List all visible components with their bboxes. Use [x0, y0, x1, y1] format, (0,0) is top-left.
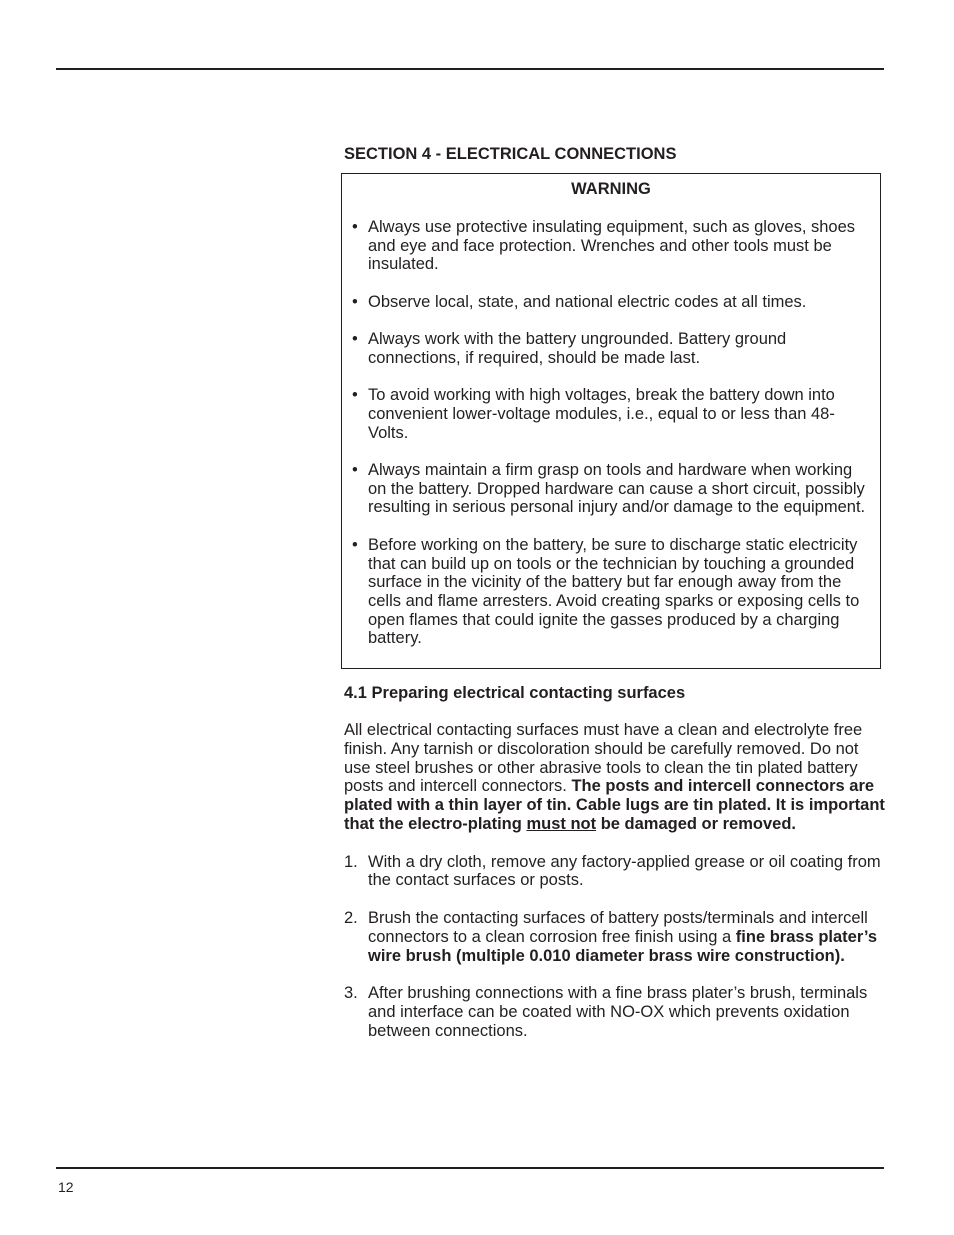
warning-box	[341, 173, 881, 669]
warning-item-text: Always maintain a firm grasp on tools and hardware when working on the battery. Dropped hardware can cause a short circuit, possibly resulting in serious personal injury and/or damage to the equipment.	[368, 461, 866, 517]
warning-title: WARNING	[571, 180, 651, 198]
step-number: 3.	[344, 984, 358, 1003]
warning-item-text: Observe local, state, and national electric codes at all times.	[368, 292, 807, 311]
header-rule	[56, 68, 884, 70]
step-item	[344, 853, 885, 891]
warning-item	[352, 386, 870, 442]
footer-rule	[56, 1167, 884, 1169]
step-bold-text: fine brass plater’s wire brush (multiple 0.010 diameter brass wire construction).	[368, 927, 878, 965]
warning-item	[352, 536, 870, 648]
bullet-icon: •	[352, 386, 358, 405]
step-text: After brushing connections with a fine brass plater’s brush, terminals and interface can be coated with NO-OX which prevents oxidation between connections.	[368, 984, 868, 1040]
subsection-heading: 4.1 Preparing electrical contacting surfaces	[344, 684, 686, 703]
warning-item	[352, 293, 870, 312]
warning-list	[352, 218, 870, 648]
step-number: 2.	[344, 909, 358, 928]
page-number: 12	[58, 1179, 74, 1195]
step-text: With a dry cloth, remove any factory-applied grease or oil coating from the contact surfaces or posts.	[368, 852, 881, 890]
intro-bold-text-end: be damaged or removed.	[596, 815, 797, 834]
warning-item-text: Always use protective insulating equipment, such as gloves, shoes and eye and face protection. Wrenches and other tools must be insulated.	[368, 218, 856, 274]
warning-item-text: Before working on the battery, be sure to discharge static electricity that can build up on tools or the technician by touching a grounded surface in the vicinity of the battery but far enough away from the cells and flame arresters. Avoid creating sparks or exposing cells to open flames that could ignite the gasses produced by a charging battery.	[368, 535, 860, 648]
intro-underlined-text: must not	[526, 815, 597, 834]
step-number: 1.	[344, 852, 358, 871]
steps-list	[344, 853, 885, 1041]
warning-item-text: To avoid working with high voltages, break the battery down into convenient lower-voltage modules, i.e., equal to or less than 48-Volts.	[368, 386, 835, 442]
main-content	[344, 145, 885, 1041]
intro-paragraph	[344, 721, 885, 834]
warning-item	[352, 461, 870, 517]
section-title: SECTION 4 - ELECTRICAL CONNECTIONS	[344, 145, 677, 163]
intro-bold-text: The posts and intercell connectors are plated with a thin layer of tin. Cable lugs are tin plated. It is important that the electro-plating	[344, 777, 885, 834]
bullet-icon: •	[352, 330, 358, 349]
bullet-icon: •	[352, 292, 358, 311]
step-text: Brush the contacting surfaces of battery posts/terminals and intercell connectors to a clean corrosion free finish using a	[368, 909, 868, 946]
warning-item	[352, 218, 870, 274]
warning-item	[352, 330, 870, 367]
bullet-icon: •	[352, 535, 358, 554]
bullet-icon: •	[352, 461, 358, 480]
step-item	[344, 984, 885, 1040]
step-item	[344, 909, 885, 965]
intro-plain-text: All electrical contacting surfaces must have a clean and electrolyte free finish. Any tarnish or discoloration should be carefully removed. Do not use steel brushes or other abrasive tools to clean the tin plated battery posts and intercell connectors.	[344, 721, 863, 796]
warning-item-text: Always work with the battery ungrounded. Battery ground connections, if required, should be made last.	[368, 330, 787, 367]
bullet-icon: •	[352, 218, 358, 236]
